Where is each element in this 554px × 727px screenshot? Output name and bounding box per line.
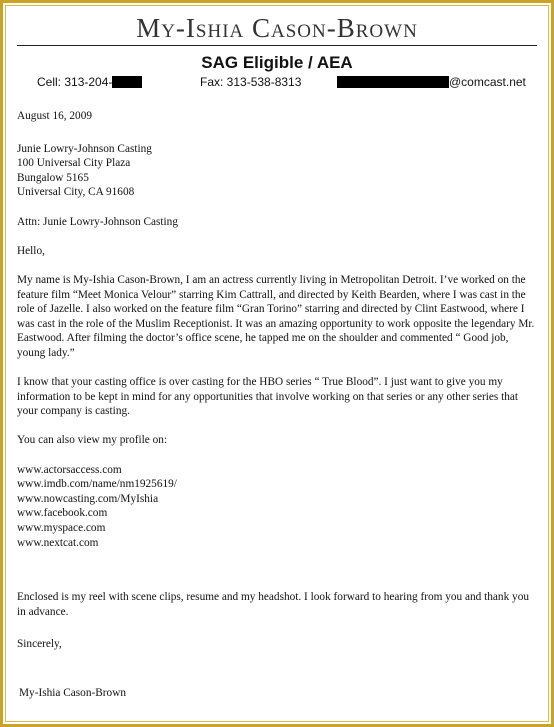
paragraph-enclosure: Enclosed is my reel with scene clips, resume and my headshot. I look forward to hearing from you and thank you in advance.	[17, 591, 529, 618]
profile-link[interactable]: www.imdb.com/name/nm1925619/	[17, 478, 177, 491]
letter-body	[17, 109, 537, 701]
profile-link[interactable]: www.actorsaccess.com	[17, 463, 122, 476]
closing: Sincerely,	[17, 638, 62, 651]
profile-link-list	[17, 463, 537, 551]
letterhead-name: My-Ishia Cason-Brown	[136, 13, 418, 43]
letterhead-rule	[17, 45, 537, 46]
letterhead-subtitle: SAG Eligible / AEA	[201, 53, 353, 72]
signature: My-Ishia Cason-Brown	[19, 687, 126, 699]
recipient-line: Universal City, CA 91608	[17, 186, 135, 199]
recipient-line: 100 Universal City Plaza	[17, 157, 131, 170]
profile-link[interactable]: www.myspace.com	[17, 522, 106, 535]
cell-label: Cell: 313-204-	[37, 75, 113, 89]
profile-intro: You can also view my profile on:	[17, 434, 168, 447]
contact-email	[337, 75, 526, 89]
contact-cell	[37, 75, 142, 89]
profile-link[interactable]: www.nowcasting.com/MyIshia	[17, 492, 159, 505]
redaction-block-cell	[112, 76, 142, 88]
greeting: Hello,	[17, 244, 45, 257]
contact-fax: Fax: 313-538-8313	[200, 75, 302, 89]
email-suffix: @comcast.net	[449, 75, 526, 89]
paragraph-intro: My name is My-Ishia Cason-Brown, I am an actress currently living in Metropolitan Detroit. I’ve worked on the feature film “Meet Monica Velour” starring Kim Cattrall, and directed by Keith Bearden, where I was cast in the role of Jazelle. I also worked on the feature film “Gran Torino” starring and directed by Clint Eastwood, where I was cast in the role of the Muslim Receptionist. It was an amazing opportunity to work opposite the legendary Mr. Eastwood. After filming the doctor’s office scene, he tapped me on the shoulder and commented “ Good job, young lady.”	[17, 273, 535, 359]
attention-line: Attn: Junie Lowry-Johnson Casting	[17, 215, 178, 228]
profile-link[interactable]: www.facebook.com	[17, 507, 108, 520]
letter-date: August 16, 2009	[17, 110, 93, 122]
profile-link[interactable]: www.nextcat.com	[17, 536, 99, 549]
recipient-address	[17, 142, 537, 200]
redaction-block-email	[337, 76, 449, 88]
paragraph-casting: I know that your casting office is over casting for the HBO series “ True Blood”. I just want to give you my information to be kept in mind for any opportunities that involve working on that series or any other series that your company is casting.	[17, 376, 519, 418]
recipient-line: Bungalow 5165	[17, 171, 89, 184]
recipient-line: Junie Lowry-Johnson Casting	[17, 142, 152, 155]
